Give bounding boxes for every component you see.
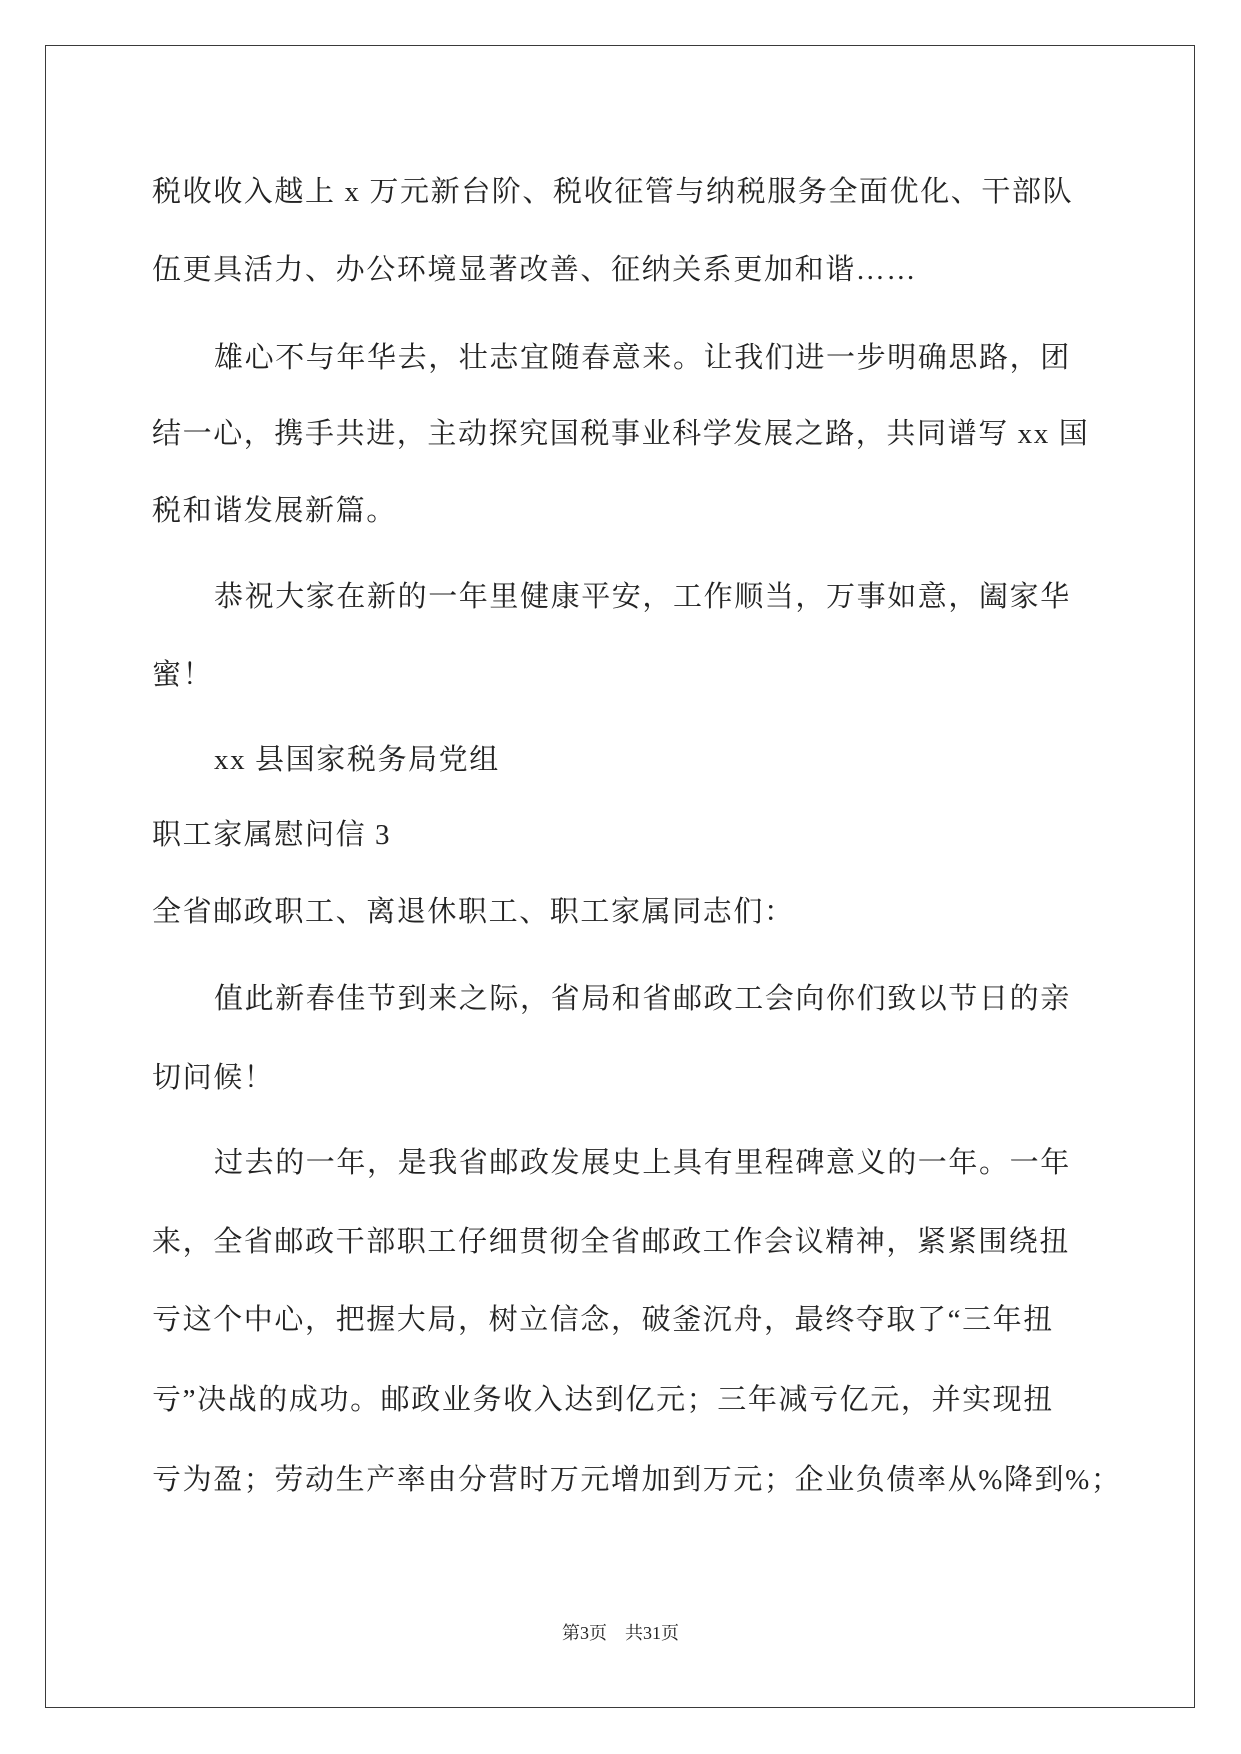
body-line: 亏”决战的成功。邮政业务收入达到亿元；三年减亏亿元，并实现扭 [152, 1384, 1054, 1416]
salutation-line: 全省邮政职工、离退休职工、职工家属同志们： [152, 896, 795, 928]
page-number: 第3页 [562, 1623, 607, 1643]
body-line: 蜜！ [152, 659, 214, 691]
body-line: 切问候！ [152, 1062, 275, 1094]
body-line: 伍更具活力、办公环境显著改善、征纳关系更加和谐…… [152, 254, 918, 286]
section-heading: 职工家属慰问信 3 [152, 819, 392, 851]
body-line: 税收收入越上 x 万元新台阶、税收征管与纳税服务全面优化、干部队 [152, 176, 1074, 208]
body-line: 亏为盈；劳动生产率由分营时万元增加到万元；企业负债率从%降到%； [152, 1464, 1122, 1496]
body-line: 来，全省邮政干部职工仔细贯彻全省邮政工作会议精神，紧紧围绕扭 [152, 1226, 1071, 1258]
body-line: 雄心不与年华去，壮志宜随春意来。让我们进一步明确思路，团 [214, 342, 1071, 374]
body-line: 恭祝大家在新的一年里健康平安，工作顺当，万事如意，阖家华 [214, 581, 1071, 613]
body-line: 税和谐发展新篇。 [152, 495, 397, 527]
total-pages: 共31页 [625, 1623, 679, 1643]
body-line: 过去的一年，是我省邮政发展史上具有里程碑意义的一年。一年 [214, 1147, 1071, 1179]
body-line: 值此新春佳节到来之际，省局和省邮政工会向你们致以节日的亲 [214, 983, 1071, 1015]
body-line: 结一心，携手共进，主动探究国税事业科学发展之路，共同谱写 xx 国 [152, 418, 1090, 450]
signature-line: xx 县国家税务局党组 [214, 744, 500, 776]
page-footer [0, 1620, 1241, 1646]
body-line: 亏这个中心，把握大局，树立信念，破釜沉舟，最终夺取了“三年扭 [152, 1304, 1054, 1336]
page-border [45, 45, 1195, 1708]
